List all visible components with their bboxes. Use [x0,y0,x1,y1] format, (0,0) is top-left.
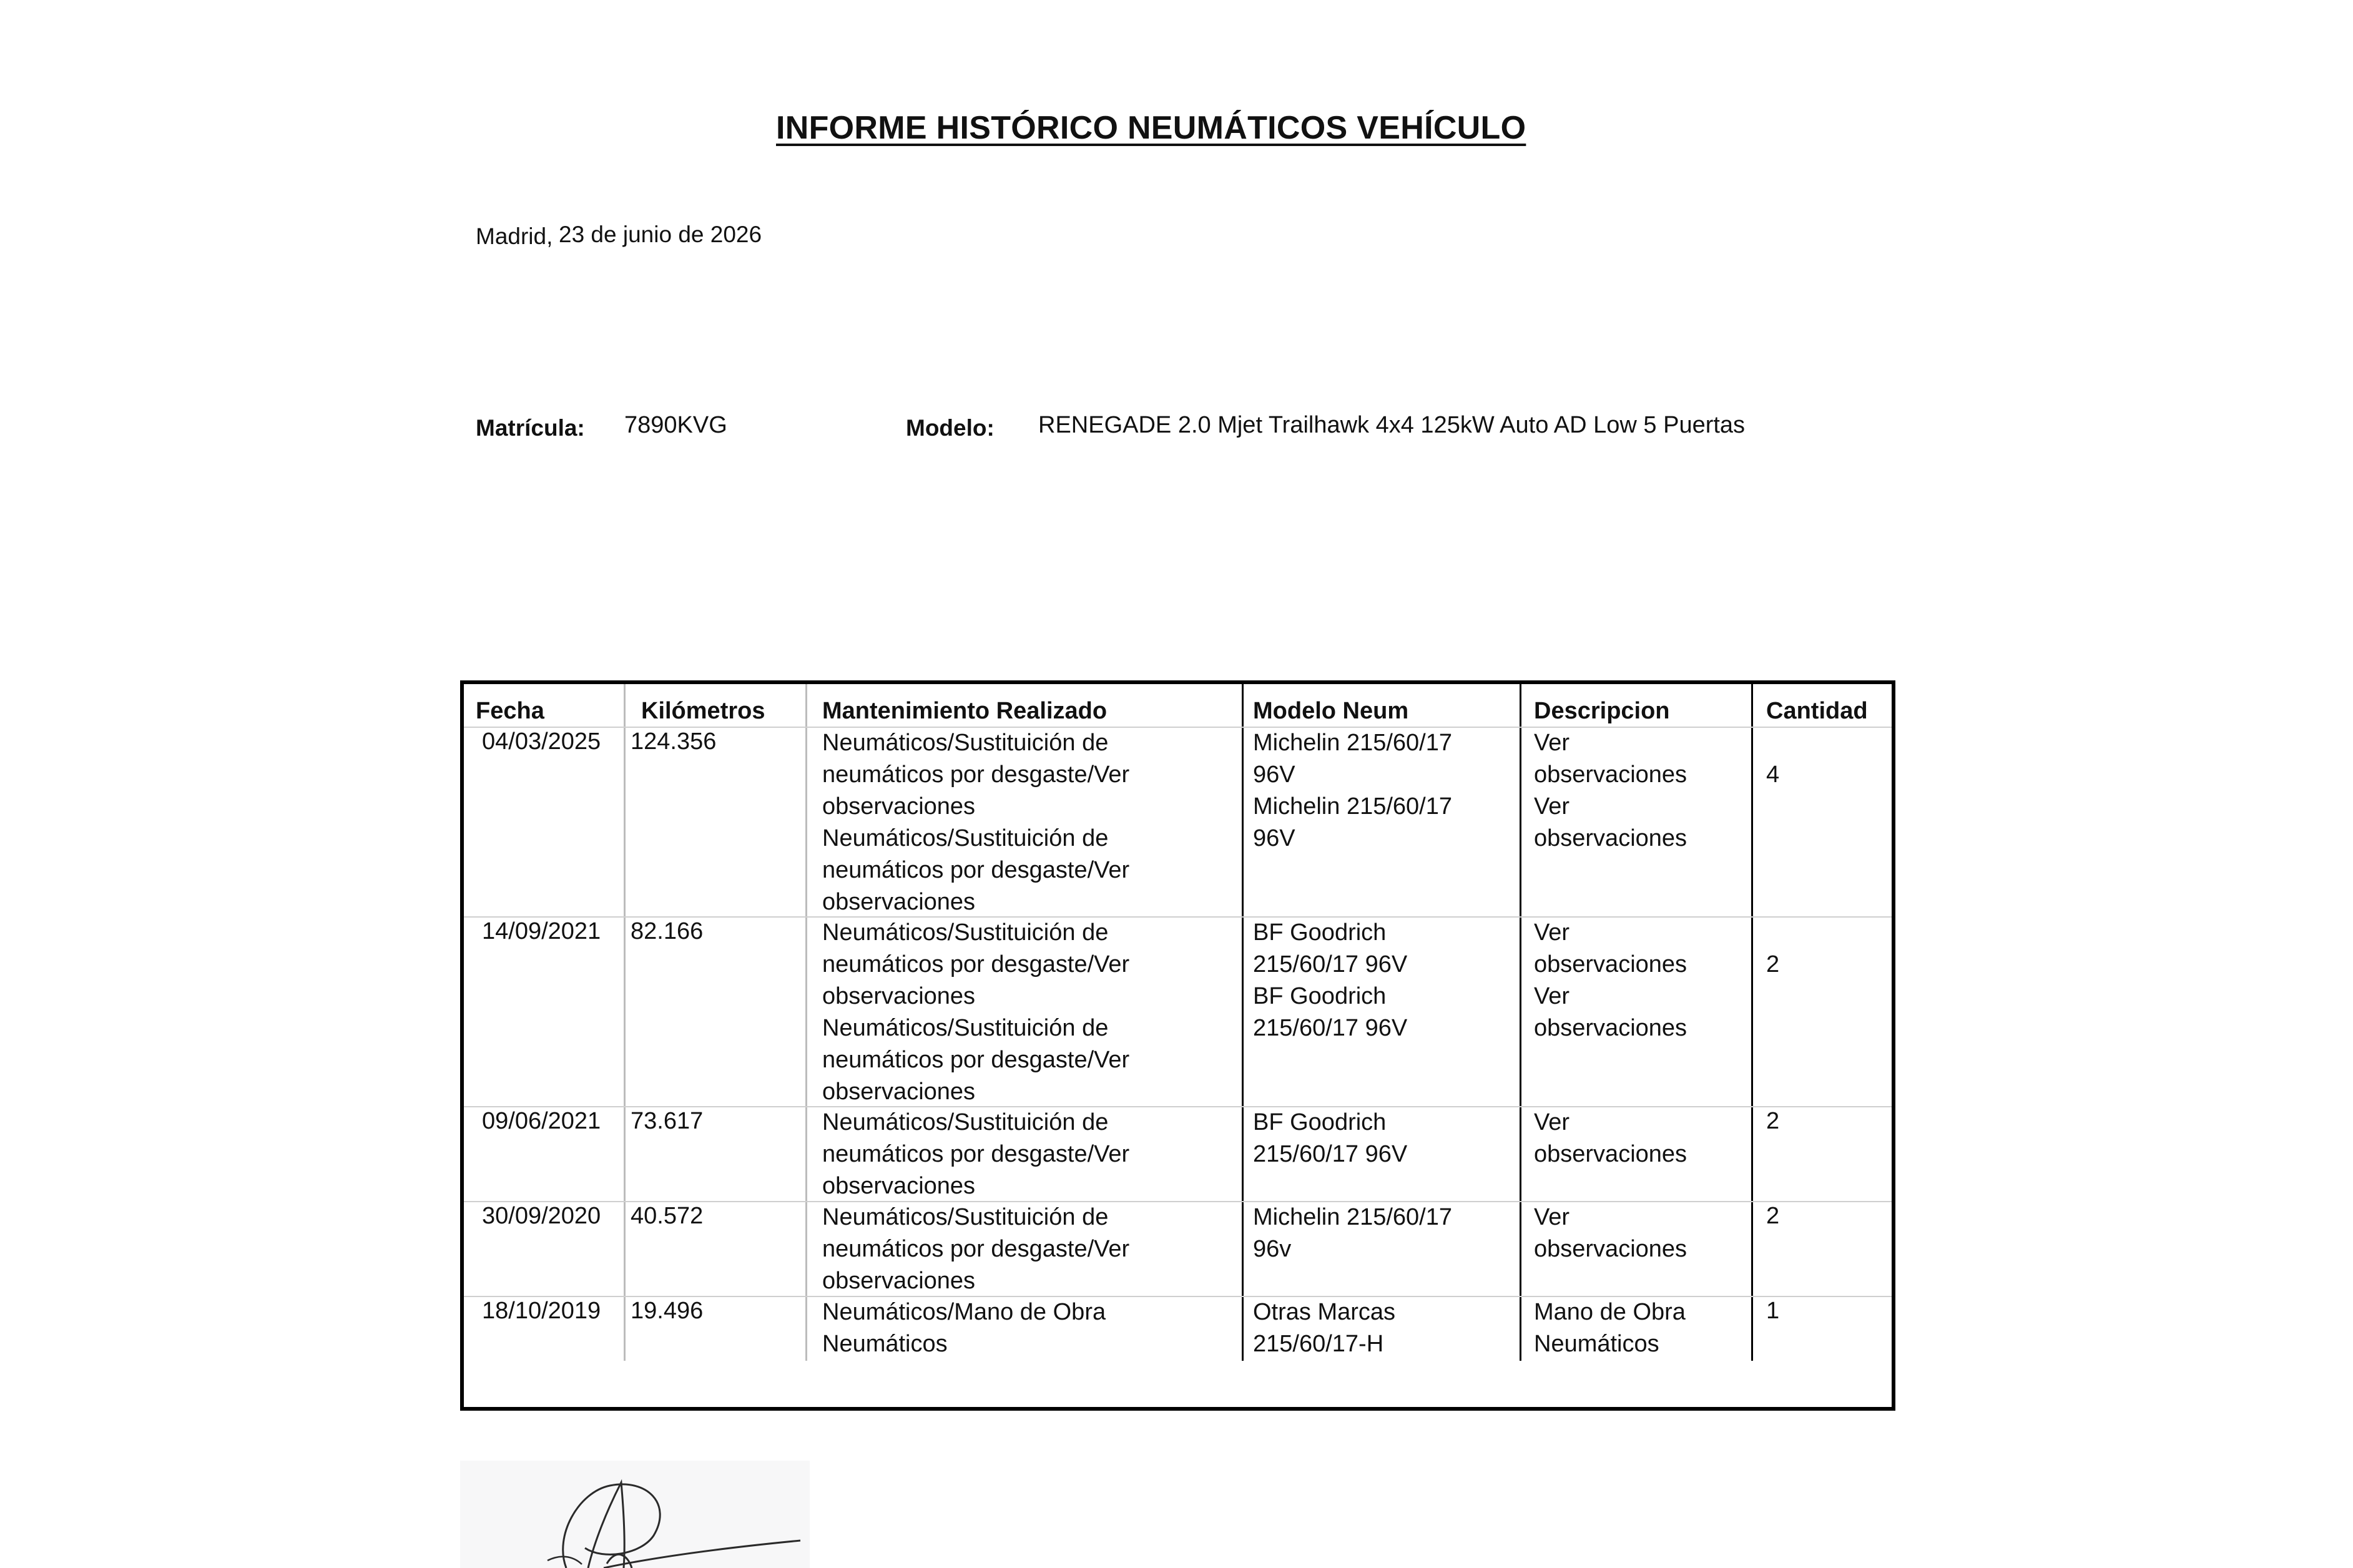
cell-descripcion: Mano de Obra Neumáticos [1534,1299,1686,1357]
column-divider [1751,684,1753,1361]
header-descripcion: Descripcion [1534,698,1670,724]
column-divider [1520,684,1521,1361]
cell-km: 40.572 [631,1203,704,1229]
cell-fecha: 18/10/2019 [482,1298,601,1324]
cell-fecha: 09/06/2021 [482,1108,601,1134]
column-divider [805,684,807,1361]
model-label: Modelo: [906,415,995,441]
plate-label: Matrícula: [476,415,585,441]
column-divider [624,684,626,1361]
cell-descripcion: Ver observaciones [1534,1204,1687,1262]
cell-cantidad: 2 [1766,1108,1780,1134]
column-divider [1242,684,1244,1361]
cell-descripcion: Ver observaciones Ver observaciones [1534,730,1687,851]
cell-modelo-neum: Otras Marcas 215/60/17-H [1253,1299,1396,1357]
cell-fecha: 30/09/2020 [482,1203,601,1229]
cell-km: 73.617 [631,1108,704,1134]
cell-mantenimiento: Neumáticos/Sustituición de neumáticos por desgaste/Ver observaciones Neumáticos/Sustituición de neumáticos por desgaste/Ver observaciones [822,730,1130,915]
header-fecha: Fecha [476,698,544,724]
report-date: 23 de junio de 2026 [559,222,762,247]
signature [460,1461,810,1568]
cell-descripcion: Ver observaciones Ver observaciones [1534,919,1687,1041]
cell-cantidad: 1 [1766,1298,1780,1324]
plate-value: 7890KVG [624,412,727,438]
cell-modelo-neum: Michelin 215/60/17 96v [1253,1204,1452,1262]
cell-modelo-neum: BF Goodrich 215/60/17 96V [1253,1109,1408,1167]
header-mantenimiento: Mantenimiento Realizado [822,698,1108,724]
cell-mantenimiento: Neumáticos/Mano de Obra Neumáticos [822,1299,1106,1357]
cell-fecha: 14/09/2021 [482,918,601,944]
cell-fecha: 04/03/2025 [482,728,601,755]
signature-drawing [460,1461,810,1568]
header-kilometros: Kilómetros [641,698,765,724]
header-cantidad: Cantidad [1766,698,1868,724]
cell-cantidad: 4 [1766,762,1780,788]
cell-cantidad: 2 [1766,1203,1780,1229]
cell-km: 124.356 [631,728,717,755]
cell-mantenimiento: Neumáticos/Sustituición de neumáticos por desgaste/Ver observaciones [822,1109,1130,1199]
cell-km: 19.496 [631,1298,704,1324]
cell-descripcion: Ver observaciones [1534,1109,1687,1167]
cell-modelo-neum: BF Goodrich 215/60/17 96V BF Goodrich 215/60/17 96V [1253,919,1408,1041]
cell-cantidad: 2 [1766,951,1780,978]
cell-km: 82.166 [631,918,704,944]
cell-modelo-neum: Michelin 215/60/17 96V Michelin 215/60/17 96V [1253,730,1452,851]
cell-mantenimiento: Neumáticos/Sustituición de neumáticos por desgaste/Ver observaciones Neumáticos/Sustituición de neumáticos por desgaste/Ver observaciones [822,919,1130,1105]
place-label: Madrid, [476,223,553,249]
header-modelo-neum: Modelo Neum [1253,698,1409,724]
report-title: INFORME HISTÓRICO NEUMÁTICOS VEHÍCULO [776,110,1526,146]
model-value: RENEGADE 2.0 Mjet Trailhawk 4x4 125kW Auto AD Low 5 Puertas [1038,412,1746,438]
cell-mantenimiento: Neumáticos/Sustituición de neumáticos por desgaste/Ver observaciones [822,1204,1130,1294]
